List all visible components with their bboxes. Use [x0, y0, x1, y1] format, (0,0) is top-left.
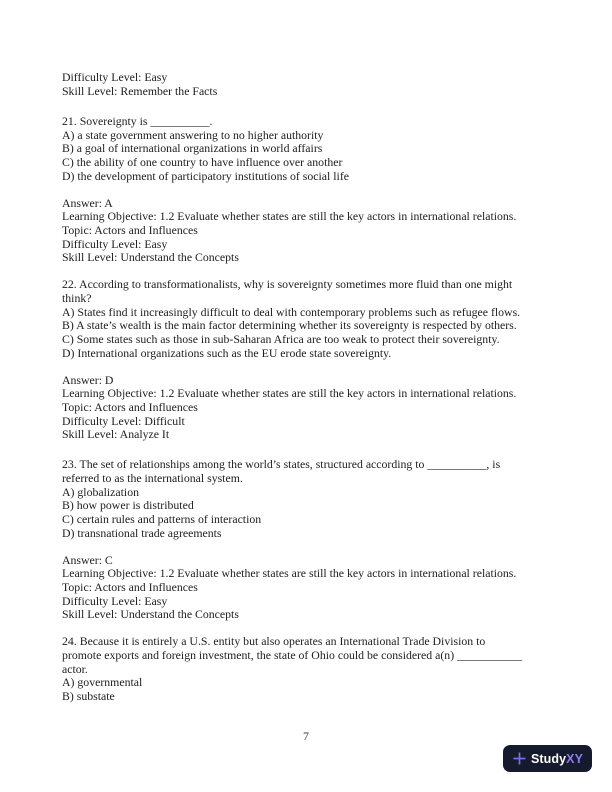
option-c: C) Some states such as those in sub-Saharan Africa are too weak to protect their sovereignty.	[62, 331, 500, 346]
skill-line: Skill Level: Understand the Concepts	[62, 607, 239, 622]
option-b: B) substate	[62, 689, 115, 704]
spacer	[62, 622, 558, 635]
answer-line: Answer: C	[62, 552, 113, 567]
difficulty-line: Difficulty Level: Easy	[62, 593, 168, 608]
option-b: B) how power is distributed	[62, 498, 194, 513]
question-24	[62, 635, 558, 703]
question-21	[62, 115, 558, 265]
option-a: A) governmental	[62, 675, 143, 690]
answer-line: Answer: D	[62, 372, 114, 387]
skill-line: Skill Level: Analyze It	[62, 427, 170, 442]
question-stem: actor.	[62, 661, 88, 676]
option-d: D) transnational trade agreements	[62, 525, 222, 540]
option-a: A) States find it increasingly difficult to deal with contemporary problems such as refugee flows.	[62, 304, 521, 319]
option-a: A) globalization	[62, 484, 139, 499]
spacer	[62, 442, 558, 459]
difficulty-line: Difficulty Level: Difficult	[62, 413, 185, 428]
option-b: B) a goal of international organizations in world affairs	[62, 141, 323, 156]
plus-icon	[512, 751, 527, 766]
learning-objective: Learning Objective: 1.2 Evaluate whether states are still the key actors in international relations.	[62, 566, 517, 581]
brand-name-accent: XY	[566, 751, 584, 766]
question-stem: 21. Sovereignty is __________.	[62, 113, 213, 128]
question-stem: 23. The set of relationships among the world’s states, structured according to __________, is	[62, 457, 501, 472]
option-c: C) the ability of one country to have influence over another	[62, 154, 343, 169]
topic-line: Topic: Actors and Influences	[62, 399, 198, 414]
learning-objective: Learning Objective: 1.2 Evaluate whether states are still the key actors in international relations.	[62, 386, 517, 401]
difficulty-line: Difficulty Level: Easy	[62, 236, 168, 251]
option-c: C) certain rules and patterns of interaction	[62, 512, 262, 527]
skill-line: Skill Level: Understand the Concepts	[62, 250, 239, 265]
question-stem: 24. Because it is entirely a U.S. entity but also operates an International Trade Division to	[62, 634, 486, 649]
answer-line: Answer: A	[62, 195, 113, 210]
page-number: 7	[303, 729, 309, 743]
document-body	[62, 71, 558, 704]
question-23	[62, 458, 558, 622]
brand-badge	[503, 745, 592, 772]
option-b: B) A state’s wealth is the main factor determining whether its sovereignty is respected by others.	[62, 318, 517, 333]
spacer	[62, 183, 558, 196]
learning-objective: Learning Objective: 1.2 Evaluate whether states are still the key actors in international relations.	[62, 209, 517, 224]
option-d: D) International organizations such as the EU erode state sovereignty.	[62, 345, 392, 360]
topic-line: Topic: Actors and Influences	[62, 580, 198, 595]
question-stem: think?	[62, 290, 92, 305]
spacer	[62, 98, 558, 115]
topic-line: Topic: Actors and Influences	[62, 222, 198, 237]
brand-name-primary: Study	[530, 751, 567, 766]
meta-skill: Skill Level: Remember the Facts	[62, 83, 218, 98]
brand-name	[531, 752, 583, 766]
question-stem: promote exports and foreign investment, the state of Ohio could be considered a(n) ___________	[62, 648, 522, 663]
meta-difficulty: Difficulty Level: Easy	[62, 70, 168, 84]
spacer	[62, 360, 558, 373]
question-22	[62, 278, 558, 442]
spacer	[62, 540, 558, 553]
option-a: A) a state government answering to no higher authority	[62, 127, 324, 142]
question-stem: referred to as the international system.	[62, 471, 243, 486]
option-d: D) the development of participatory institutions of social life	[62, 168, 349, 183]
question-stem: 22. According to transformationalists, why is sovereignty sometimes more fluid than one might	[62, 277, 513, 292]
spacer	[62, 265, 558, 278]
